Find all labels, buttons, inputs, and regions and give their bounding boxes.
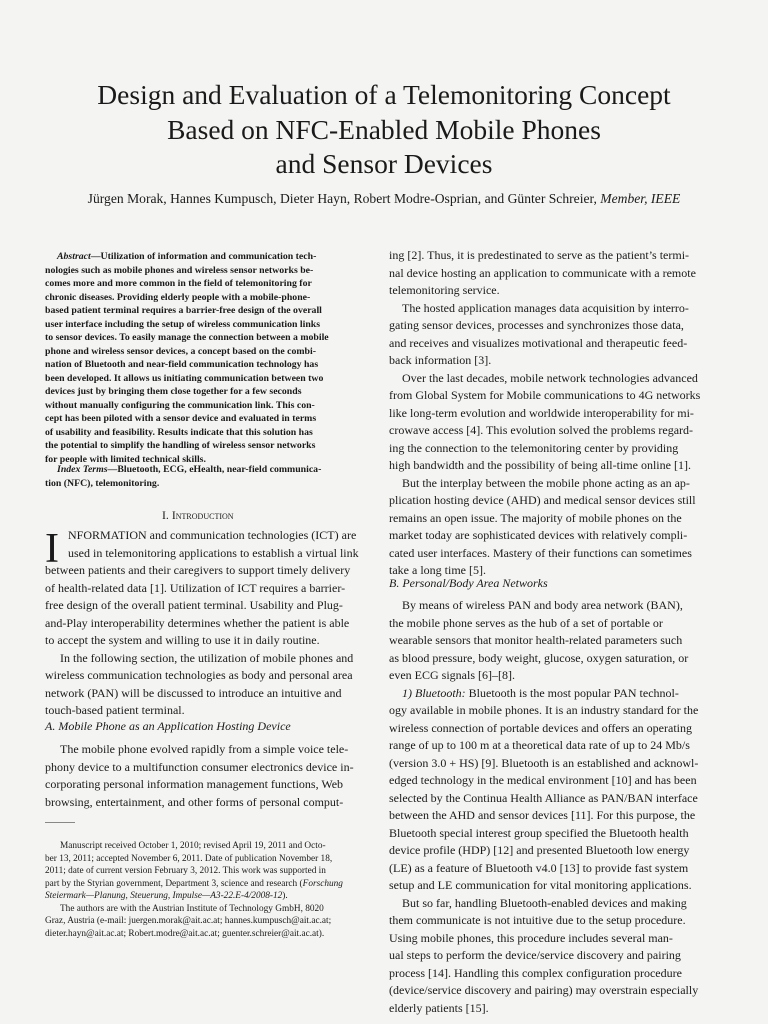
abstract-line: Abstract—Utilization of information and communication tech- <box>57 251 317 262</box>
index-terms-line: Index Terms—Bluetooth, ECG, eHealth, near-field communica- <box>57 464 322 475</box>
footnote-line: dieter.hayn@ait.ac.at; Robert.modre@ait.ac.at; guenter.schreier@ait.ac.at). <box>45 928 325 939</box>
body-line: network (PAN) will be discussed to introduce an intuitive and <box>45 685 342 700</box>
abstract-line: nation of Bluetooth and near-field communication technology has <box>45 359 319 370</box>
body-line: market today are sophisticated devices with relatively compli- <box>389 528 688 542</box>
body-line: ing the connection to the telemonitoring center by providing <box>389 440 679 455</box>
body-line: In the following section, the utilization of mobile phones and <box>60 650 354 665</box>
body-line: But so far, handling Bluetooth-enabled devices and making <box>402 895 687 910</box>
abstract-line: without manually configuring the communication link. This con- <box>45 399 315 411</box>
index-terms-line: tion (NFC), telemonitoring. <box>45 477 160 489</box>
body-line: between the AHD and sensor devices [11]. For this purpose, the <box>389 808 696 822</box>
abstract-line: phone and wireless sensor devices, a concept based on the combi- <box>45 345 316 357</box>
body-line: to accept the system and willing to use it in daily routine. <box>45 633 320 647</box>
body-line: back information [3]. <box>389 353 492 367</box>
body-line: range of up to 100 m at a theoretical data rate of up to 24 Mb/s <box>389 738 690 752</box>
body-line: ual steps to perform the device/service discovery and pairing <box>389 948 681 962</box>
author-names: Jürgen Morak, Hannes Kumpusch, Dieter Hayn, Robert Modre-Osprian, and Günter Schreier, <box>87 191 597 206</box>
body-line: wireless communication technologies as body and personal area <box>45 668 353 682</box>
body-line: telemonitoring service. <box>389 283 500 297</box>
body-line: NFORMATION and communication technologies (ICT) are <box>68 528 357 542</box>
body-line: touch-based patient terminal. <box>45 703 185 717</box>
body-line: edged technology in the medical environment [10] and has been <box>389 773 697 787</box>
body-line: But the interplay between the mobile phone acting as an ap- <box>402 475 690 490</box>
abstract-line: cept has been piloted with a sensor device and evaluated in terms <box>45 413 317 424</box>
subsection-heading: A. Mobile Phone as an Application Hosting Device <box>45 719 291 733</box>
footnote-line: The authors are with the Austrian Institute of Technology GmbH, 8020 <box>60 903 324 914</box>
footnote-line: ber 13, 2011; accepted November 6, 2011. Date of publication November 18, <box>45 853 333 864</box>
body-line: (LE) as a feature of Bluetooth v4.0 [13] to provide fast system <box>389 860 689 875</box>
body-line: high bandwidth and the possibility of being all-time online [1]. <box>389 458 691 472</box>
body-line: from Global System for Mobile communications to 4G networks <box>389 388 701 402</box>
abstract-line: based patient terminal requires a barrier-free design of the overall <box>45 305 322 316</box>
body-line: phony device to a multifunction consumer electronics device in- <box>45 759 354 774</box>
body-line: The hosted application manages data acquisition by interro- <box>402 300 689 315</box>
body-line: them communicate is not intuitive due to the setup procedure. <box>389 913 686 927</box>
body-line: setup and LE communication for vital monitoring applications. <box>389 878 692 892</box>
body-line: The mobile phone evolved rapidly from a simple voice tele- <box>60 742 349 756</box>
body-line: like long-term evolution and worldwide interoperability for mi- <box>389 405 694 420</box>
abstract-line: been developed. It allows us initiating communication between two <box>45 372 324 384</box>
body-line: ogy available in mobile phones. It is an industry standard for the <box>389 703 699 717</box>
body-line: remains an open issue. The majority of mobile phones on the <box>389 510 682 525</box>
body-line: take a long time [5]. <box>389 563 486 577</box>
abstract-line: the potential to simplify the handling of wireless sensor networks <box>45 440 316 451</box>
body-line: plication hosting device (AHD) and medical sensor devices still <box>389 493 696 507</box>
body-line: gating sensor devices, processes and synchronizes those data, <box>389 318 684 332</box>
footnote-line: Graz, Austria (e-mail: juergen.morak@ait.ac.at; hannes.kumpusch@ait.ac.at; <box>45 916 332 926</box>
title-line: Based on NFC-Enabled Mobile Phones <box>167 113 601 145</box>
abstract-line: for people with limited technical skills. <box>45 453 206 465</box>
body-line: corporating personal information management functions, Web <box>45 777 344 791</box>
abstract-line: user interface including the setup of wireless communication links <box>45 318 321 330</box>
section-heading: I. Introduction <box>162 508 234 522</box>
body-line: used in telemonitoring applications to establish a virtual link <box>68 545 359 560</box>
body-line: nal device hosting an application to communicate with a remote <box>389 265 696 280</box>
body-line: free design of the overall patient terminal. Usability and Plug- <box>45 598 343 612</box>
body-line: By means of wireless PAN and body area network (BAN), <box>402 598 683 612</box>
paper-title <box>30 78 738 182</box>
abstract-line: nologies such as mobile phones and wireless sensor networks be- <box>45 264 314 276</box>
body-line: Using mobile phones, this procedure includes several man- <box>389 930 673 945</box>
title-line: Design and Evaluation of a Telemonitoring Concept <box>97 79 671 110</box>
footnote-rule <box>45 822 75 823</box>
author-membership: Member, IEEE <box>600 191 681 206</box>
body-line: 1) Bluetooth: Bluetooth is the most popular PAN technol- <box>402 685 679 700</box>
body-line: of health-related data [1]. Utilization of ICT requires a barrier- <box>45 580 346 595</box>
footnote-line: Steiermark—Planung, Steuerung, Impulse—A3-22.E-4/2008-12). <box>45 891 288 901</box>
body-line: (version 3.0 + HS) [9]. Bluetooth is an established and acknowl- <box>389 755 699 770</box>
title-line: and Sensor Devices <box>275 148 493 179</box>
body-line: wearable sensors that monitor health-related parameters such <box>389 633 683 647</box>
paragraph-label: 1) Bluetooth: <box>402 685 466 700</box>
body-line: selected by the Continua Health Alliance as PAN/BAN interface <box>389 790 698 805</box>
abstract-line: to sensor devices. To easily manage the connection between a mobile <box>45 332 329 343</box>
body-line: and receives and visualizes motivational and therapeutic feed- <box>389 335 688 350</box>
body-line: crowave access [4]. This evolution solved the problems regard- <box>389 423 694 437</box>
body-line: ing [2]. Thus, it is predestinated to serve as the patient’s termi- <box>389 248 690 262</box>
subsection-heading: B. Personal/Body Area Networks <box>389 576 548 590</box>
body-line: as blood pressure, body weight, glucose, oxygen saturation, or <box>389 650 689 665</box>
body-line: even ECG signals [6]–[8]. <box>389 668 515 682</box>
body-line: between patients and their caregivers to support timely delivery <box>45 563 351 577</box>
abstract-line: comes more and more common in the field of telemonitoring for <box>45 278 312 289</box>
abstract-line: chronic diseases. Providing elderly people with a mobile-phone- <box>45 291 311 303</box>
body-line: wireless connection of portable devices and offers an operating <box>389 720 692 735</box>
footnote-line: 2011; date of current version February 3, 2012. This work was supported in <box>45 866 326 876</box>
body-line: device profile (HDP) [12] and presented Bluetooth low energy <box>389 843 690 857</box>
drop-cap: I <box>45 526 59 572</box>
body-line: and-Play interoperability determines whether the patient is able <box>45 615 350 630</box>
abstract-line: of usability and feasibility. Results indicate that this solution has <box>45 426 313 438</box>
abstract-label: Abstract <box>57 251 91 262</box>
body-line: elderly patients [15]. <box>389 1000 489 1015</box>
body-line: the mobile phone serves as the hub of a set of portable or <box>389 615 663 630</box>
author-list <box>20 190 748 208</box>
footnote-line: Manuscript received October 1, 2010; revised April 19, 2011 and Octo- <box>60 841 326 851</box>
body-line: browsing, entertainment, and other forms of personal comput- <box>45 794 344 809</box>
body-line: Over the last decades, mobile network technologies advanced <box>402 370 698 385</box>
body-line: process [14]. Handling this complex configuration procedure <box>389 965 682 980</box>
body-line: cated user interfaces. Mastery of their functions can sometimes <box>389 545 692 560</box>
body-line: Bluetooth special interest group specified the Bluetooth health <box>389 825 689 840</box>
footnote-line: part by the Styrian government, Department 3, science and research (Forschung <box>45 878 343 889</box>
body-line: (device/service discovery and pairing) may overstrain especially <box>389 983 699 997</box>
abstract-line: devices just by bringing them close together for a few seconds <box>45 386 302 397</box>
index-terms-label: Index Terms <box>57 464 108 475</box>
